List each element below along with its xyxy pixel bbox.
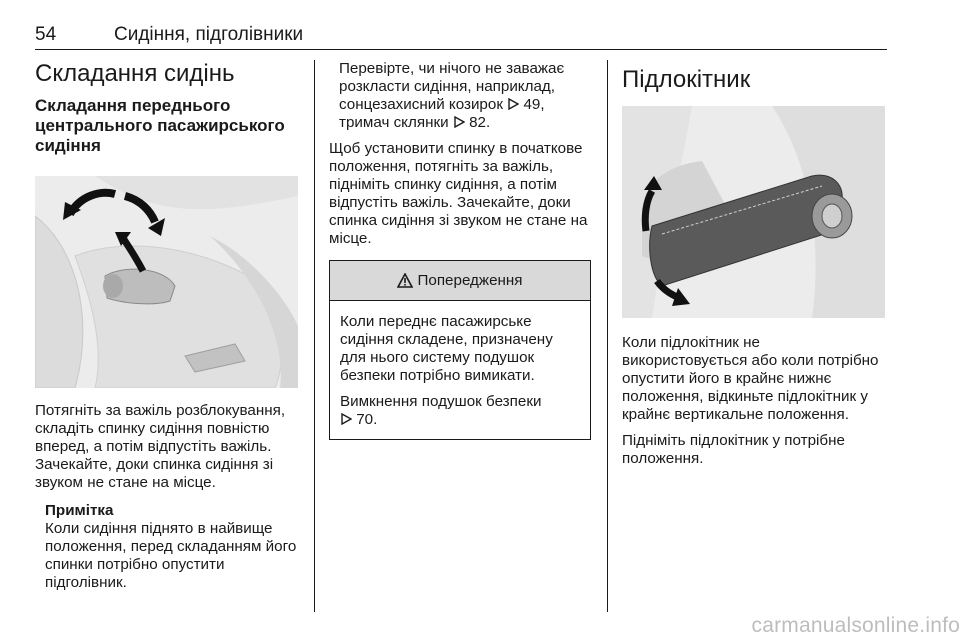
warning-body: [330, 301, 590, 439]
airbag-deactivation-ref: [340, 393, 580, 429]
xref-triangle-icon: [340, 413, 352, 425]
warning-text: Коли переднє пасажирське сидіння складене, призначену для нього систему подушок безпеки потрібно вимикати.: [340, 313, 553, 384]
section-title-seat-folding: Складання сидінь: [35, 60, 235, 87]
warning-triangle-icon: [397, 273, 413, 288]
armrest-raise-instructions: Підніміть підлокітник у потрібне положення.: [622, 432, 845, 467]
airbag-deactivation-text: Вимкнення подушок безпеки: [340, 393, 542, 410]
check-obstacles-paragraph: [329, 60, 594, 132]
xref-triangle-icon: [507, 98, 519, 110]
xref-triangle-icon: [453, 116, 465, 128]
warning-box: [329, 260, 591, 440]
warning-title: Попередження: [417, 272, 523, 289]
note-title: Примітка: [45, 502, 114, 519]
section-title-armrest: Підлокітник: [622, 66, 751, 93]
armrest-illustration: [622, 106, 885, 318]
xref-page-cup-holder[interactable]: 82.: [469, 114, 491, 131]
seat-folding-illustration: [35, 176, 298, 388]
subsection-title: Складання переднього центрального пасажирського сидіння: [35, 96, 285, 155]
restore-seatback-paragraph: Щоб установити спинку в початкове положення, потягніть за важіль, підніміть спинку сидіння, а потім відпустіть важіль. Зачекайте, доки спинка сидіння зі звуком не стане на місце.: [329, 140, 588, 247]
note-text: Коли сидіння піднято в найвище положення, перед складанням його спинки потрібно опустити підголівник.: [45, 520, 297, 591]
warning-header: [330, 261, 590, 301]
column-1: [35, 60, 300, 592]
column-divider-1: [314, 60, 315, 612]
xref-page-airbag[interactable]: 70.: [356, 411, 378, 428]
seat-folding-instructions: Потягніть за важіль розблокування, складіть спинку сидіння повністю вперед, а потім відпустіть важіль. Зачекайте, доки спинка сидіння зі звуком не стане на місце.: [35, 402, 286, 491]
chapter-title: Сидіння, підголівники: [114, 24, 304, 45]
xref-page-sun-visor[interactable]: 49,: [523, 96, 545, 113]
column-2: [329, 60, 594, 440]
page-header: [35, 14, 887, 50]
column-divider-2: [607, 60, 608, 612]
watermark: carmanualsonline.info: [751, 614, 960, 637]
check-obstacles-text: Перевірте, чи нічого не заважає розкласти сидіння, наприклад, сонцезахисний козирок: [339, 60, 565, 113]
page-number: 54: [35, 24, 57, 45]
note-block: [35, 502, 300, 592]
armrest-lower-instructions: Коли підлокітник не використовується або коли потрібно опустити його в крайнє нижнє положення, відкиньте підлокітник у крайнє вертикальне положення.: [622, 334, 879, 423]
cup-holder-text: тримач склянки: [339, 114, 449, 131]
column-3: [622, 60, 887, 468]
